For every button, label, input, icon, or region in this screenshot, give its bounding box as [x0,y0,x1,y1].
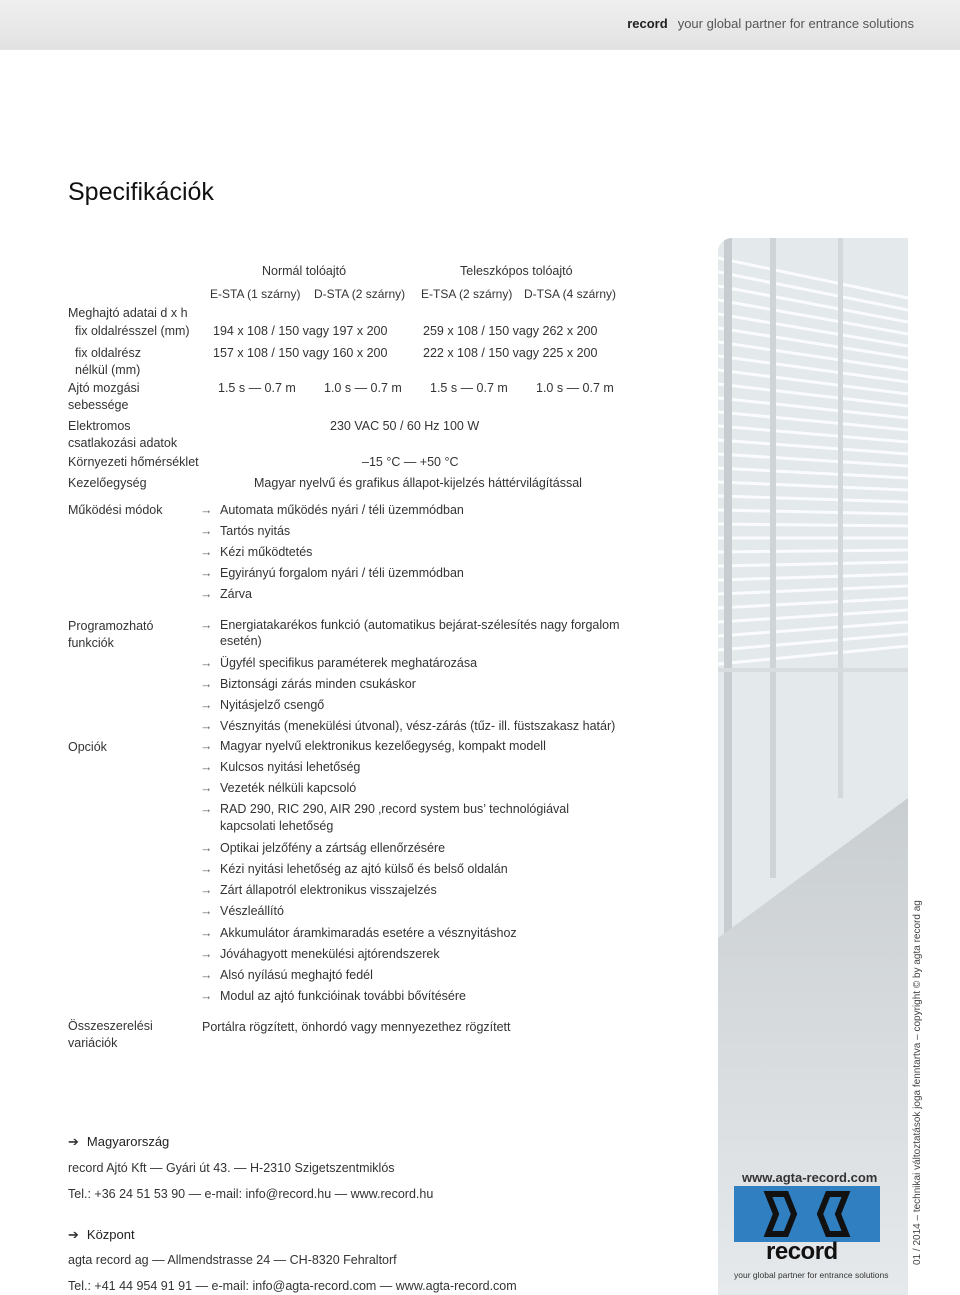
list-item: → Jóváhagyott menekülési ajtórendszerek [200,947,440,961]
arrow-right-icon: → [200,618,213,632]
drive-data-label: Meghajtó adatai d x h [68,306,188,320]
speed-esta: 1.5 s — 0.7 m [218,381,296,395]
fix-with-telescopic-value: 259 x 108 / 150 vagy 262 x 200 [423,324,598,338]
list-item: → Vésznyitás (menekülési útvonal), vész-zárás (tűz- ill. füstszakasz határ) [200,719,616,733]
arrow-right-icon: ➔ [68,1134,79,1149]
list-item: → Kulcsos nyitási lehetőség [200,760,361,774]
fix-without-label-line2: nélkül (mm) [75,363,141,377]
arrow-right-icon: → [200,656,213,670]
assembly-value: Portálra rögzített, önhordó vagy mennyezethez rögzített [202,1020,511,1034]
arrow-right-icon: → [200,566,213,580]
logo-wordmark: record [766,1238,838,1265]
arrow-right-icon: → [200,760,213,774]
logo-tagline: your global partner for entrance solutions [734,1270,889,1280]
arrow-right-icon: → [200,862,213,876]
assembly-label-line1: Összeszerelési [68,1019,153,1033]
electric-label-line2: csatlakozási adatok [68,436,178,450]
glass-facade-photo [718,238,908,1295]
col-header-etsa: E-TSA (2 szárny) [421,287,513,301]
list-item-continuation: esetén) [220,634,262,648]
speed-dtsa: 1.0 s — 0.7 m [536,381,614,395]
arrow-right-icon: → [200,947,213,961]
arrow-right-icon: → [200,698,213,712]
operating-modes-label: Működési módok [68,503,163,517]
col-header-esta: E-STA (1 szárny) [210,287,301,301]
headquarters-heading: ➔ Központ [68,1227,135,1242]
list-item: → RAD 290, RIC 290, AIR 290 ‚record system bus’ technológiával [200,802,570,816]
fix-without-telescopic-value: 222 x 108 / 150 vagy 225 x 200 [423,346,598,360]
group-normal-header: Normál tolóajtó [262,264,347,278]
list-item: → Automata működés nyári / téli üzemmódban [200,503,464,517]
temperature-value: –15 °C — +50 °C [362,455,459,469]
electric-label-line1: Elektromos [68,419,131,433]
facade-illustration [718,238,908,1295]
header-brand [627,16,914,31]
arrow-right-icon: → [200,587,213,601]
assembly-label-line2: variációk [68,1036,118,1050]
arrow-right-icon: → [200,926,213,940]
arrow-right-icon: → [200,545,213,559]
electric-value: 230 VAC 50 / 60 Hz 100 W [330,419,480,433]
control-unit-label: Kezelőegység [68,476,147,490]
arrow-right-icon: → [200,781,213,795]
list-item: → Energiatakarékos funkció (automatikus bejárat-szélesítés nagy forgalom [200,618,620,632]
list-item: → Akkumulátor áramkimaradás esetére a vésznyitáshoz [200,926,517,940]
arrow-right-icon: → [200,739,213,753]
programmable-label-line1: Programozható [68,619,154,633]
list-item: → Nyitásjelző csengő [200,698,325,712]
group-telescopic-header: Teleszkópos tolóajtó [460,264,573,278]
programmable-label-line2: funkciók [68,636,114,650]
hungary-heading: ➔ Magyarország [68,1134,170,1149]
speed-label-line2: sebessége [68,398,129,412]
list-item: → Zárva [200,587,252,601]
list-item: → Tartós nyitás [200,524,291,538]
list-item: → Vészleállító [200,904,284,918]
hungary-address: record Ajtó Kft — Gyári út 43. — H-2310 Szigetszentmiklós [68,1161,395,1175]
fix-with-normal-value: 194 x 108 / 150 vagy 197 x 200 [213,324,388,338]
list-item: → Ügyfél specifikus paraméterek meghatározása [200,656,478,670]
speed-etsa: 1.5 s — 0.7 m [430,381,508,395]
list-item: → Kézi nyitási lehetőség az ajtó külső és belső oldalán [200,862,508,876]
hungary-contact: Tel.: +36 24 51 53 90 — e-mail: info@record.hu — www.record.hu [68,1187,434,1201]
arrow-right-icon: → [200,677,213,691]
speed-label-line1: Ajtó mozgási [68,381,140,395]
arrow-right-icon: → [200,883,213,897]
arrow-right-icon: → [200,802,213,816]
list-item: → Vezeték nélküli kapcsoló [200,781,357,795]
list-item: → Alsó nyílású meghajtó fedél [200,968,373,982]
arrow-right-icon: → [200,524,213,538]
list-item: → Modul az ajtó funkcióinak további bővítésére [200,989,466,1003]
page-title: Specifikációk [68,178,214,206]
list-item: → Biztonsági zárás minden csukáskor [200,677,416,691]
list-item: → Egyirányú forgalom nyári / téli üzemmódban [200,566,464,580]
copyright-note: 01 / 2014 – technikai változtatások joga fenntartva – copyright © by agta record ag [912,900,923,1265]
arrow-right-icon: ➔ [68,1227,79,1242]
col-header-dsta: D-STA (2 szárny) [314,287,406,301]
col-header-dtsa: D-TSA (4 szárny) [524,287,617,301]
header-tagline: your global partner for entrance solutions [677,16,914,31]
temperature-label: Környezeti hőmérséklet [68,455,199,469]
headquarters-contact: Tel.: +41 44 954 91 91 — e-mail: info@agta-record.com — www.agta-record.com [68,1279,517,1293]
list-item: → Magyar nyelvű elektronikus kezelőegység, kompakt modell [200,739,546,753]
control-unit-value: Magyar nyelvű és grafikus állapot-kijelzés háttérvilágítással [254,476,582,490]
arrow-right-icon: → [200,719,213,733]
arrow-right-icon: → [200,841,213,855]
fix-without-normal-value: 157 x 108 / 150 vagy 160 x 200 [213,346,388,360]
fix-without-label-line1: fix oldalrész [75,346,141,360]
options-label: Opciók [68,740,107,754]
speed-dsta: 1.0 s — 0.7 m [324,381,402,395]
list-item: → Kézi működtetés [200,545,313,559]
arrow-right-icon: → [200,904,213,918]
logo-url: www.agta-record.com [742,1170,878,1185]
logo-blue-box [734,1186,880,1242]
list-item: → Optikai jelzőfény a zártság ellenőrzésére [200,841,446,855]
fix-with-label: fix oldalrésszel (mm) [75,324,190,338]
header-brand-name: record [627,16,668,31]
logo-mark-icon [734,1186,880,1242]
list-item-continuation: kapcsolati lehetőség [220,819,334,833]
arrow-right-icon: → [200,989,213,1003]
arrow-right-icon: → [200,968,213,982]
headquarters-address: agta record ag — Allmendstrasse 24 — CH-8320 Fehraltorf [68,1253,397,1267]
list-item: → Zárt állapotról elektronikus visszajelzés [200,883,437,897]
arrow-right-icon: → [200,503,213,517]
